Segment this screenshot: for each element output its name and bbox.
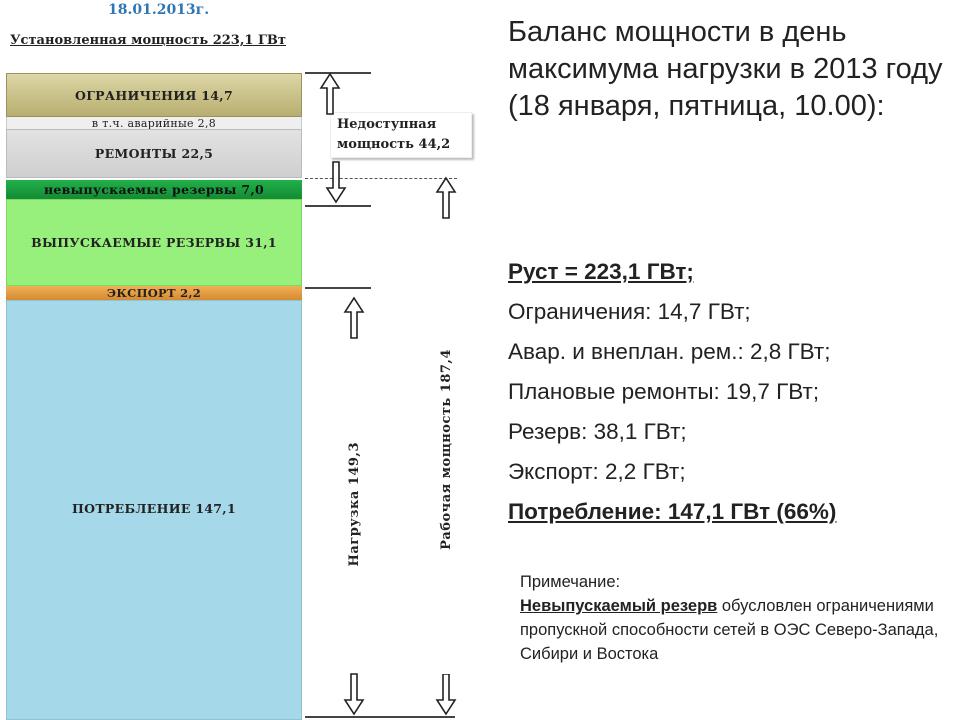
stat-restrictions: Ограничения: 14,7 ГВт; [508,299,751,324]
note-term: Невыпускаемый резерв [520,597,718,615]
load-down-arrow-icon [345,674,363,714]
load-label-box [340,345,368,663]
segment-repairs-label: РЕМОНТЫ 22,5 [94,146,214,161]
working-capacity-label: Рабочая мощность 187,4 [438,348,454,550]
segment-emergency-label: в т.ч. аварийные 2,8 [91,116,217,130]
unavailable-up-arrow-icon [321,74,339,114]
segment-non-released-label: невыпускаемые резервы 7,0 [43,182,265,197]
segment-consumption-label: ПОТРЕБЛЕНИЕ 147,1 [72,501,236,516]
installed-capacity-label: Установленная мощность 223,1 ГВт [10,33,286,48]
load-label: Нагрузка 149,3 [346,441,362,567]
segment-released-label: ВЫПУСКАЕМЫЕ РЕЗЕРВЫ 31,1 [31,235,277,250]
diagram-date: 18.01.2013г. [108,2,210,18]
stat-emergency-repairs: Авар. и внеплан. рем.: 2,8 ГВт; [508,339,831,364]
note-heading: Примечание: [520,573,621,591]
working-capacity-label-box [432,224,460,674]
unavailable-down-arrow-icon [327,162,345,202]
working-up-arrow-icon [437,178,455,218]
unavailable-capacity-line2: мощность 44,2 [337,137,451,152]
working-down-arrow-icon [437,674,455,714]
stat-export: Экспорт: 2,2 ГВт; [508,459,686,484]
note-text: обусловлен ограничениями пропускной способности сетей в ОЭС Северо-Запада, Сибири и Востока [520,597,939,663]
segment-restrictions-label: ОГРАНИЧЕНИЯ 14,7 [75,87,233,103]
stat-installed: Руст = 223,1 ГВт; [508,259,694,284]
unavailable-capacity-line1: Недоступная [337,117,437,132]
stats-list [508,252,836,532]
stat-reserve: Резерв: 38,1 ГВт; [508,419,687,444]
stat-consumption: Потребление: 147,1 ГВт (66%) [508,499,837,524]
load-up-arrow-icon [345,298,363,338]
slide-title: Баланс мощности в день максимума нагрузки в 2013 году (18 января, пятница, 10.00): [508,16,943,122]
segment-export-label: ЭКСПОРТ 2,2 [106,286,202,300]
stat-planned-repairs: Плановые ремонты: 19,7 ГВт; [508,379,820,404]
note-block [520,570,960,666]
